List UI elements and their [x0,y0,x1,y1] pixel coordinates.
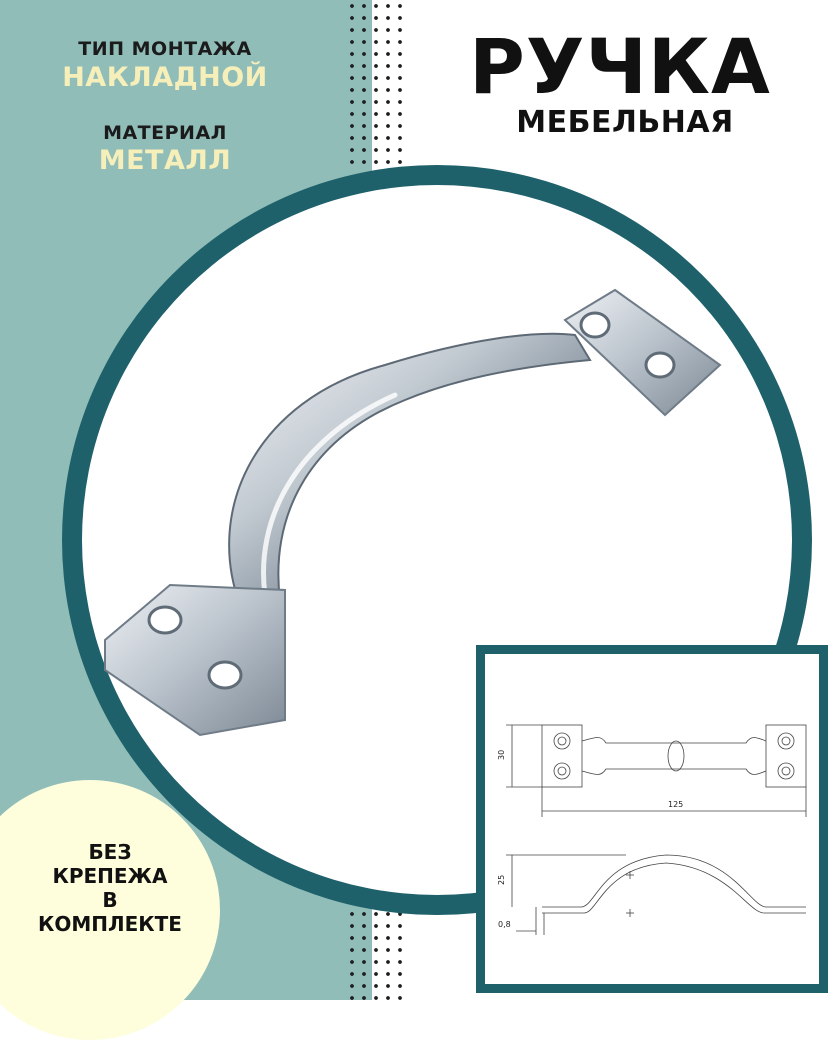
badge-line-2: КРЕПЕЖА [52,864,168,888]
spec-material-label: МАТЕРИАЛ [103,122,227,144]
drawing-height-dim: 30 [497,749,506,760]
drawing-thickness-dim: 0,8 [498,920,511,929]
dot-pattern-top [346,0,410,170]
no-fasteners-badge-text [20,840,200,936]
page-subtitle: МЕБЕЛЬНАЯ [516,105,734,140]
badge-line-3: В [102,888,118,912]
badge-line-4: КОМПЛЕКТЕ [38,912,182,936]
spec-mount-type-label: ТИП МОНТАЖА [78,38,252,60]
drawing-depth-dim: 25 [497,874,506,885]
technical-drawing [476,645,828,993]
spec-material-value: МЕТАЛЛ [98,145,232,176]
badge-line-1: БЕЗ [88,840,132,864]
spec-mount-type-value: НАКЛАДНОЙ [62,62,268,93]
drawing-length-dim: 125 [668,800,684,809]
page-title: РУЧКА [469,22,771,111]
